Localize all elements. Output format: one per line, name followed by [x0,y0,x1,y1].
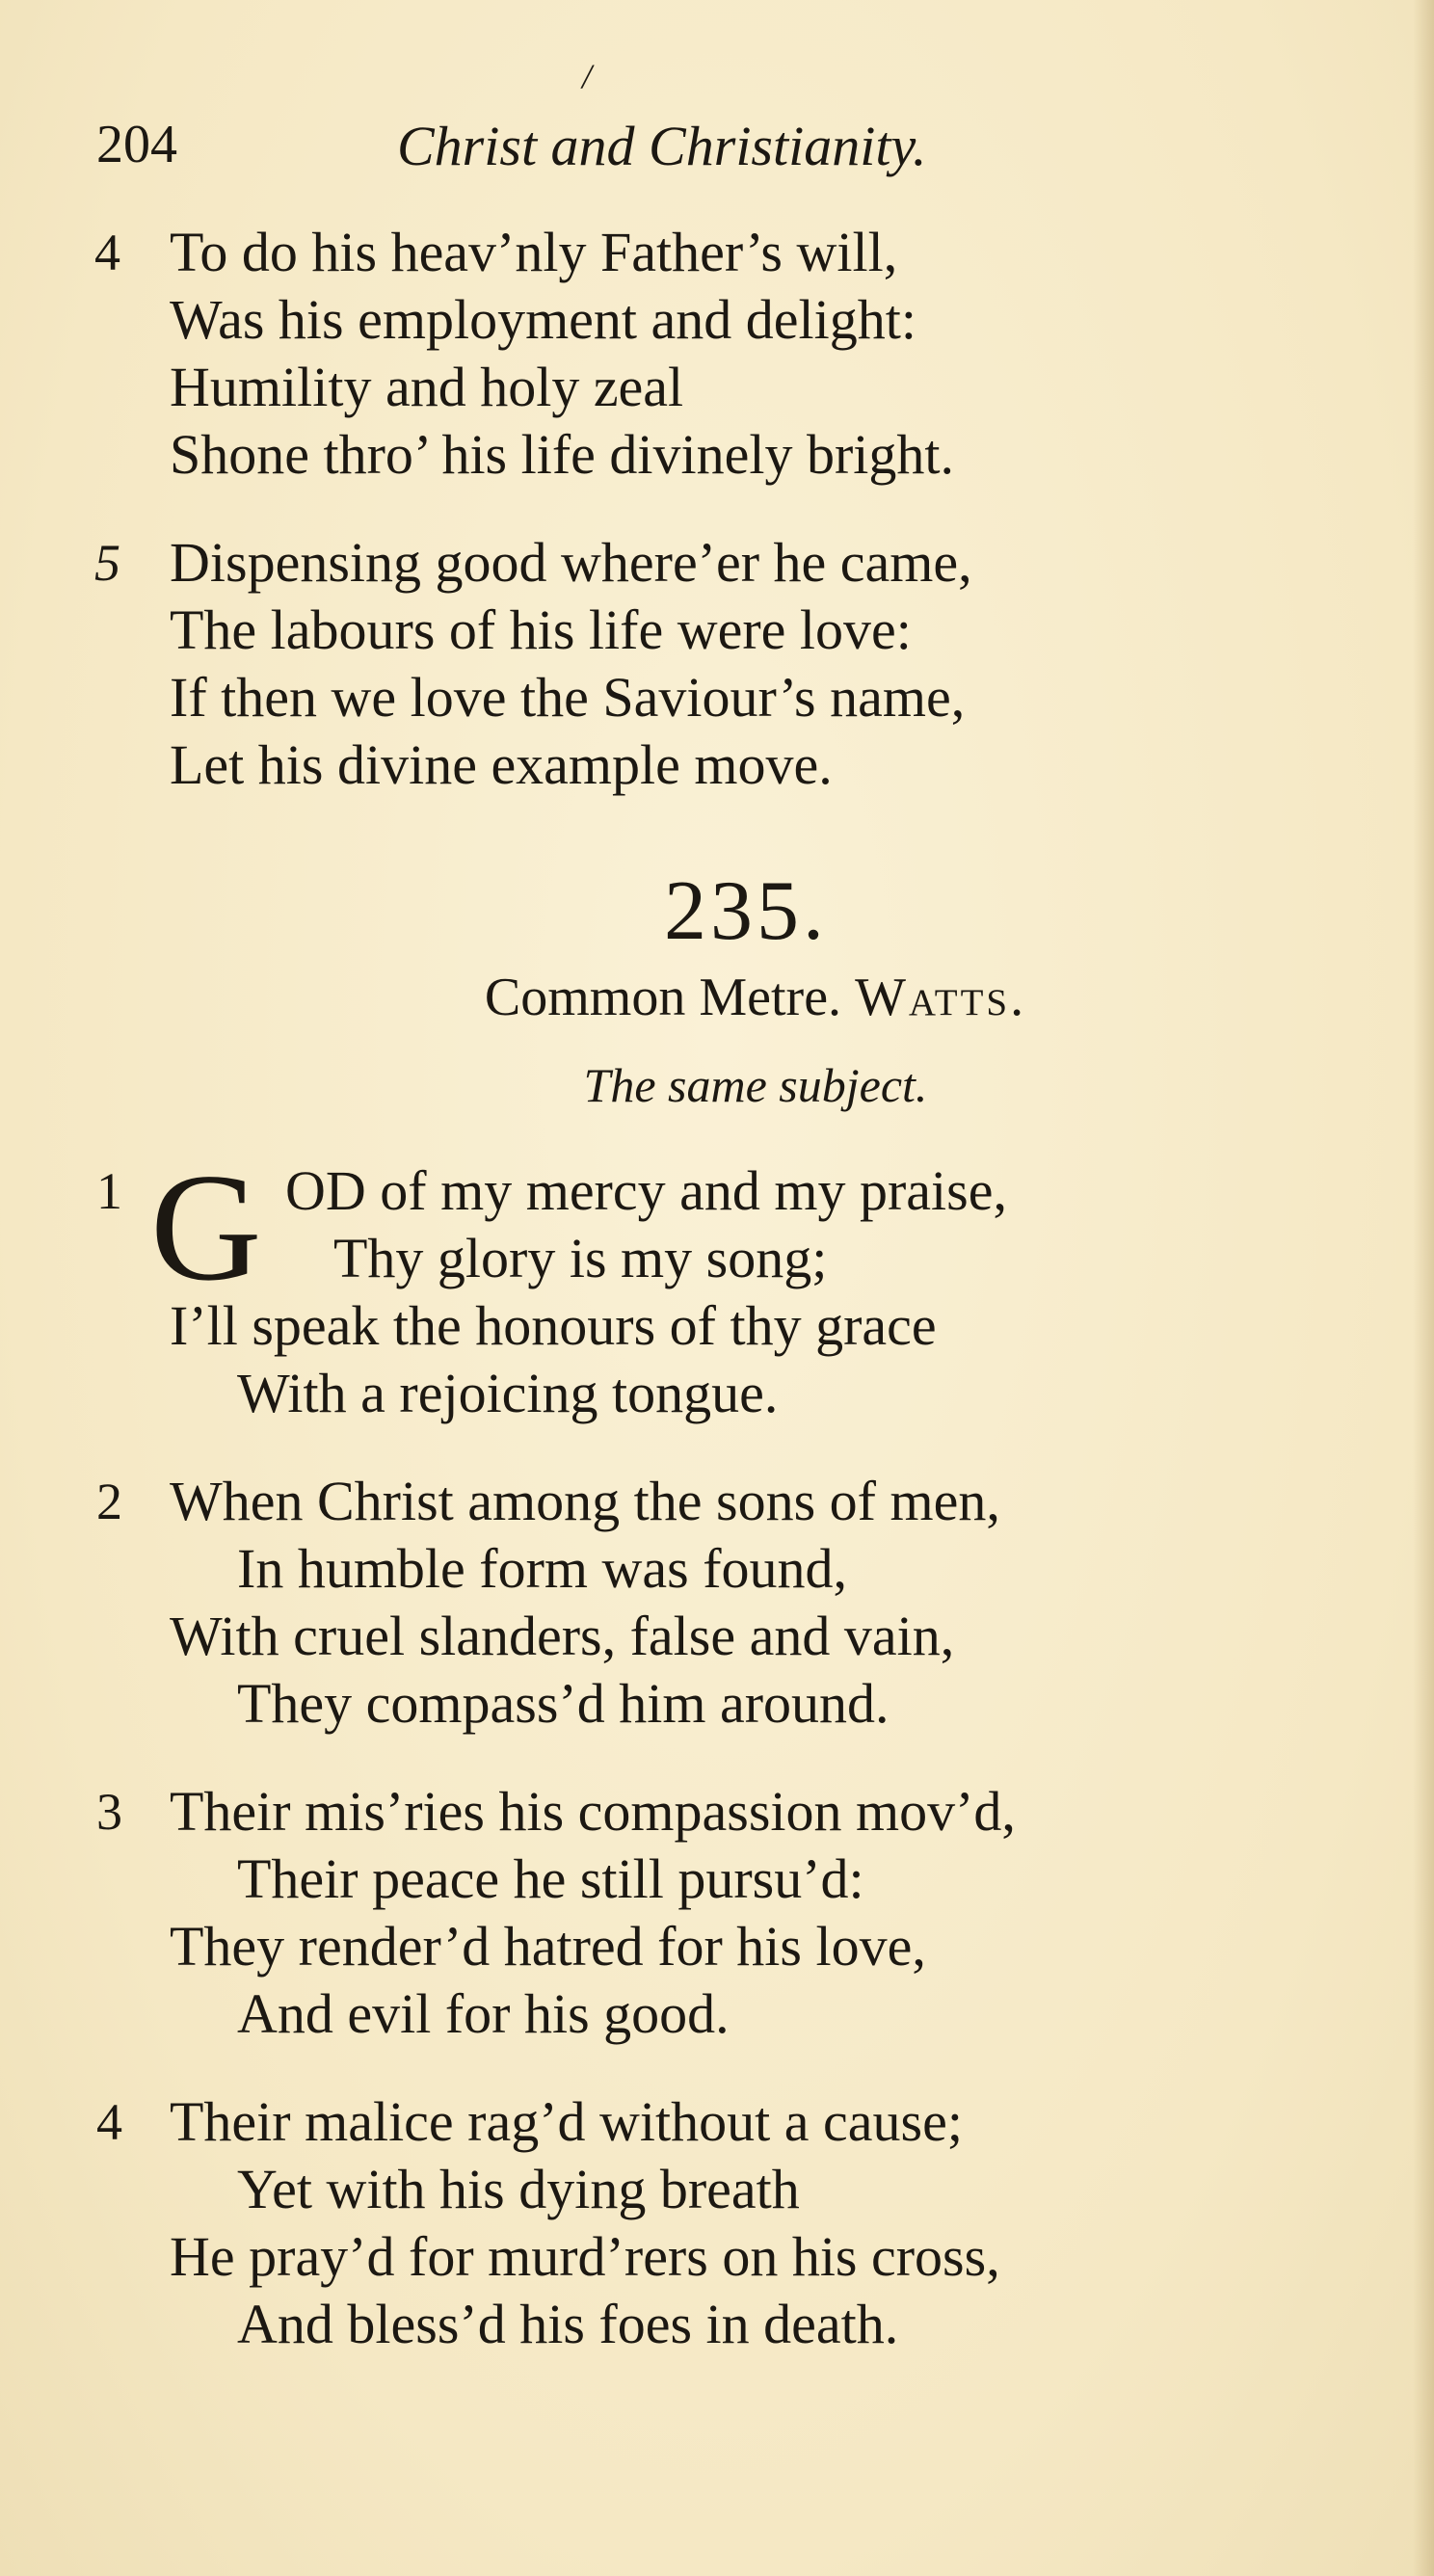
verse-line: Their malice rag’d without a cause; [170,2090,963,2153]
verse-line: I’ll speak the honours of thy grace [170,1294,937,1357]
hymn-author: Watts. [855,968,1027,1027]
verse-line: Shone thro’ his life divinely bright. [170,423,955,486]
hymn-metre: Common Metre. [484,968,842,1027]
stray-mark: / [582,57,593,95]
verse-number: 3 [96,1783,122,1841]
verse-line: Their mis’ries his compassion mov’d, [170,1780,1016,1843]
verse-line: They render’d hatred for his love, [170,1915,926,1978]
verse-line: They compass’d him around. [237,1672,890,1735]
verse-line: With cruel slanders, false and vain, [170,1605,955,1667]
verse-line: And bless’d his foes in death. [237,2293,899,2355]
verse-line: Thy glory is my song; [333,1227,828,1289]
verse-number: 2 [96,1473,122,1530]
page-number: 204 [96,115,177,174]
verse-line: Humility and holy zeal [170,356,684,418]
verse-line: Dispensing good where’er he came, [170,531,972,594]
page-edge-shadow [1413,0,1434,2576]
verse-line: Their peace he still pursu’d: [237,1847,864,1910]
hymn-number: 235. [664,864,828,958]
drop-cap: G [150,1141,262,1313]
running-title: Christ and Christianity. [397,115,927,177]
verse-line: And evil for his good. [237,1982,730,2045]
verse-line: To do his heav’nly Father’s will, [170,221,898,283]
verse-number: 5 [94,534,120,592]
verse-line: He pray’d for murd’rers on his cross, [170,2225,1000,2288]
verse-line: Let his divine example move. [170,733,833,796]
verse-line: In humble form was found, [237,1537,848,1600]
hymn-subject: The same subject. [583,1058,928,1112]
verse-line: Was his employment and delight: [170,288,916,351]
verse-line: With a rejoicing tongue. [237,1362,779,1424]
verse-line: OD of my mercy and my praise, [285,1159,1007,1222]
verse-number: 1 [96,1162,122,1220]
verse-line: The labours of his life were love: [170,598,912,661]
verse-line: Yet with his dying breath [237,2158,800,2220]
verse-line: When Christ among the sons of men, [170,1470,1000,1532]
page-header [96,114,1060,181]
verse-line: If then we love the Saviour’s name, [170,666,966,729]
verse-number: 4 [96,2093,122,2151]
verse-number: 4 [94,224,120,281]
hymn-metre-line [0,967,1434,1028]
